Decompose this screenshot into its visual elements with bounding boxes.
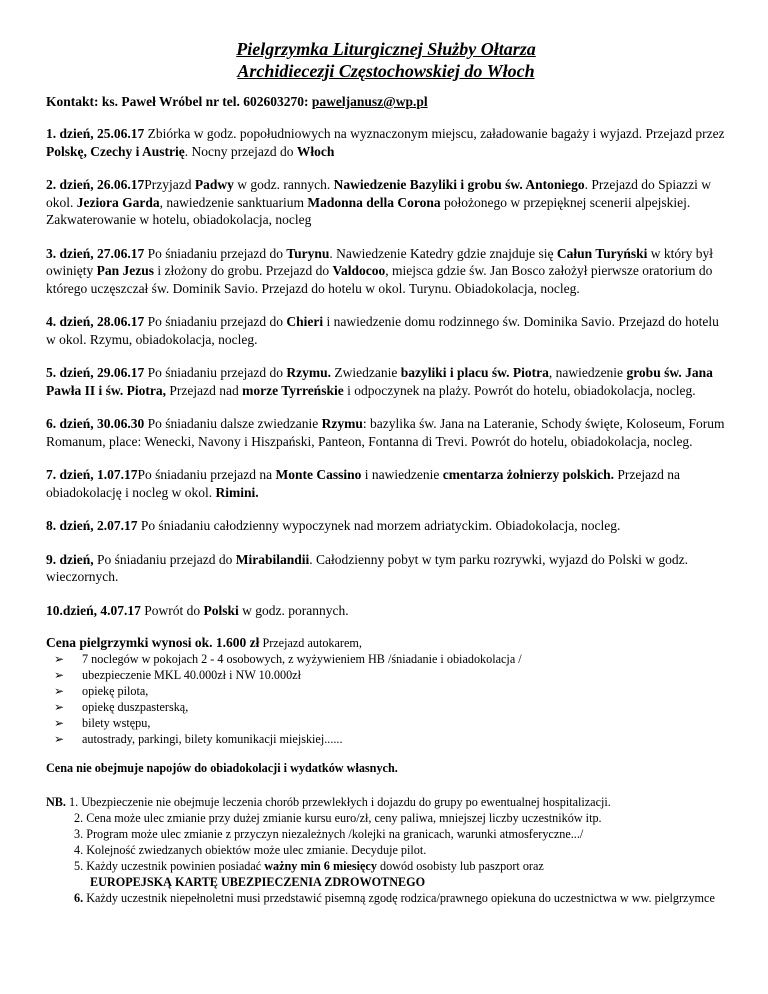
arrow-bullet-icon: ➢ [54,684,65,698]
contact-line [46,94,726,110]
day-7: 7. dzień, 1.07.17Po śniadaniu przejazd na Monte Cassino i nawiedzenie cmentarza żołnierzy polskich. Przejazd na obiadokolację i nocleg w okol. Rimini. [46,467,681,500]
list-item: ➢ autostrady, parkingi, bilety komunikacji miejskiej...... [54,732,343,746]
arrow-bullet-icon: ➢ [54,716,65,730]
nb-line-1: NB. 1. Ubezpieczenie nie obejmuje leczenia chorób przewlekłych i dojazdu do grupy po ewentualnej hospitalizacji. [46,795,611,809]
nb-line-6: 6. Każdy uczestnik niepełnoletni musi przedstawić pisemną zgodę rodzica/prawnego opiekuna do uczestnictwa w ww. pielgrzymce [74,891,715,905]
day-2: 2. dzień, 26.06.17Przyjazd Padwy w godz. rannych. Nawiedzenie Bazyliki i grobu św. Antoniego. Przejazd do Spiazzi w okol. Jeziora Garda, nawiedzenie sanktuarium Madonna della Corona położonego w przepięknej scenerii alpejskiej. Zakwaterowanie w hotelu, obiadokolacja, nocleg [46,177,711,227]
document-page [46,38,726,906]
price-suffix: Przejazd autokarem, [259,636,362,650]
contact-label: Kontakt: ks. Paweł Wróbel nr tel. 602603270: [46,94,312,109]
day-heading: 9. dzień, [46,551,94,567]
title-line-2: Archidiecezji Częstochowskiej do Włoch [237,61,535,81]
day-heading: 1. dzień, 25.06.17 [46,126,145,141]
arrow-bullet-icon: ➢ [54,668,65,682]
nb-line-2: 2. Cena może ulec zmianie przy dużej zmianie kursu euro/zł, ceny paliwa, mniejszej liczby uczestników itp. [74,811,602,825]
nb-ehic-caps: EUROPEJSKĄ KARTĘ UBEZPIECZENIA ZDROWOTNEGO [90,875,426,889]
day-9: 9. dzień, Po śniadaniu przejazd do Mirabilandii. Całodzienny pobyt w tym parku rozrywki, wyjazd do Polski w godz. wieczornych. [46,551,688,584]
day-heading: 6. dzień, 30.06.30 [46,416,145,431]
day-heading: 3. dzień, 27.06.17 [46,245,145,261]
nb-line-4: 4. Kolejność zwiedzanych obiektów może ulec zmianie. Decyduje pilot. [74,843,427,857]
arrow-bullet-icon: ➢ [54,732,65,746]
nb-line-5: 5. Każdy uczestnik powinien posiadać ważny min 6 miesięcy dowód osobisty lub paszport oraz [74,859,544,873]
excluded-note: Cena nie obejmuje napojów do obiadokolacji i wydatków własnych. [46,761,398,775]
arrow-bullet-icon: ➢ [54,700,65,714]
contact-email-link[interactable]: paweljanusz@wp.pl [311,94,428,109]
list-item: ➢ ubezpieczenie MKL 40.000zł i NW 10.000zł [54,668,301,682]
day-heading: 2. dzień, 26.06.17 [46,177,145,192]
includes-list [54,651,726,747]
nb-line-3: 3. Program może ulec zmianie z przyczyn niezależnych /kolejki na granicach, warunki atmosferyczne.../ [74,827,584,841]
day-5: 5. dzień, 29.06.17 Po śniadaniu przejazd do Rzymu. Zwiedzanie bazyliki i placu św. Piotra, nawiedzenie grobu św. Jana Pawła II i św. Piotra, Przejazd nad morze Tyrreńskie i odpoczynek na plaży. Powrót do hotelu, obiadokolacja, nocleg. [46,365,713,398]
day-1: 1. dzień, 25.06.17 Zbiórka w godz. popołudniowych na wyznaczonym miejscu, załadowanie bagaży i wyjazd. Przejazd przez Polskę, Czechy i Austrię. Nocny przejazd do Włoch [46,126,725,159]
day-8: 8. dzień, 2.07.17 Po śniadaniu całodzienny wypoczynek nad morzem adriatyckim. Obiadokolacja, nocleg. [46,518,621,533]
list-item: ➢ opiekę duszpasterską, [54,700,189,714]
day-heading: 8. dzień, 2.07.17 [46,518,138,533]
day-10: 10.dzień, 4.07.17 Powrót do Polski w godz. porannych. [46,602,349,618]
title-line-1: Pielgrzymka Liturgicznej Służby Ołtarza [236,39,536,59]
day-heading: 7. dzień, 1.07.17 [46,467,138,482]
day-6: 6. dzień, 30.06.30 Po śniadaniu dalsze zwiedzanie Rzymu: bazylika św. Jana na Lateranie, Schody święte, Koloseum, Forum Romanum, place: Wenecki, Navony i Hiszpański, Panteon, Fontanna di Trevi. Powrót do hotelu, obiadokolacja, nocleg. [46,416,725,449]
list-item: ➢ 7 noclegów w pokojach 2 - 4 osobowych, z wyżywieniem HB /śniadanie i obiadokolacja / [54,652,522,666]
day-heading: 5. dzień, 29.06.17 [46,365,145,380]
day-heading: 4. dzień, 28.06.17 [46,314,145,329]
day-3: 3. dzień, 27.06.17 Po śniadaniu przejazd do Turynu. Nawiedzenie Katedry gdzie znajduje się Całun Turyński w który był owinięty Pan Jezus i złożony do grobu. Przejazd do Valdocoo, miejsca gdzie św. Jan Bosco założył pierwsze oratorium do którego uczęszczał św. Dominik Savio. Przejazd do hotelu w okol. Turynu. Obiadokolacja, nocleg. [46,245,713,296]
list-item: ➢ bilety wstępu, [54,716,151,730]
arrow-bullet-icon: ➢ [54,652,65,666]
price-label: Cena pielgrzymki wynosi ok. 1.600 zł [46,635,260,650]
list-item: ➢ opiekę pilota, [54,684,149,698]
day-heading: 10.dzień, 4.07.17 [46,602,141,618]
day-4: 4. dzień, 28.06.17 Po śniadaniu przejazd do Chieri i nawiedzenie domu rodzinnego św. Dominika Savio. Przejazd do hotelu w okol. Rzymu, obiadokolacja, nocleg. [46,314,719,347]
nb-notes [46,794,726,906]
price-line [46,635,726,651]
